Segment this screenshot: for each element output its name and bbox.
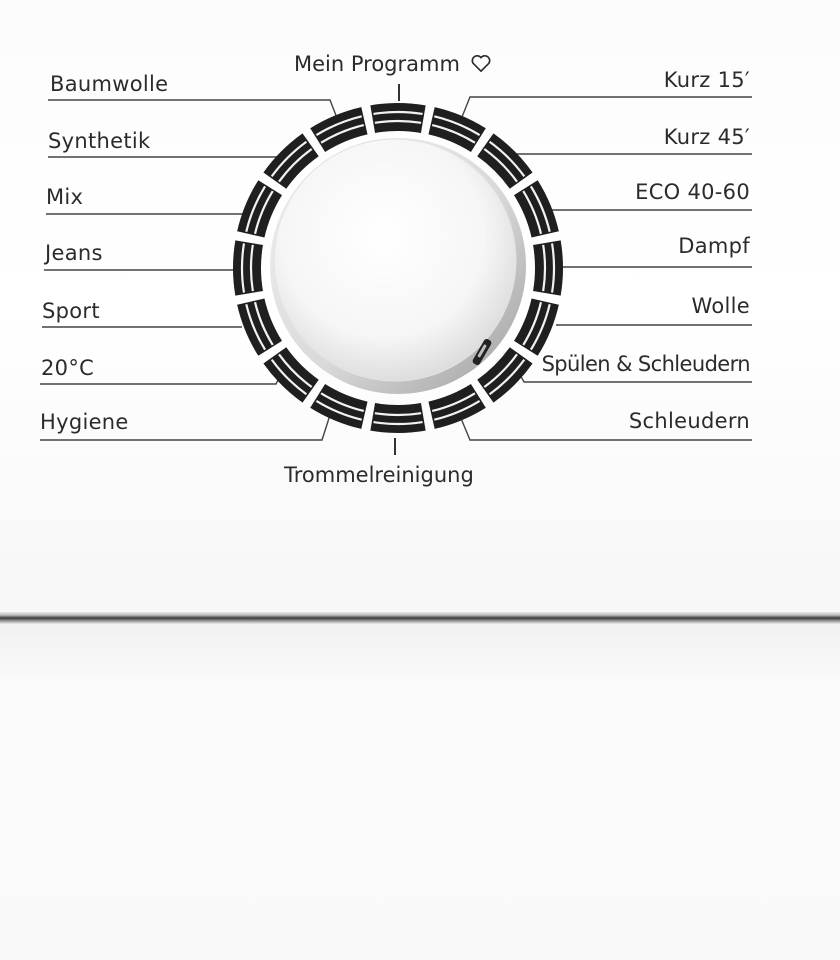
ring-segment <box>237 180 282 237</box>
ring-segment <box>514 298 559 355</box>
program-label-baumwolle: Baumwolle <box>50 72 169 96</box>
leader-line-kurz15 <box>462 97 752 117</box>
ring-segment <box>370 103 425 133</box>
program-label-jeans: Jeans <box>45 241 103 265</box>
ring-segment <box>370 403 425 433</box>
program-label-dampf: Dampf <box>678 234 750 258</box>
program-selector-knob[interactable] <box>274 139 516 381</box>
heart-outline-icon <box>470 53 492 73</box>
program-label-sport: Sport <box>42 299 100 323</box>
ring-segment <box>428 384 485 429</box>
program-label-mix: Mix <box>46 185 84 209</box>
program-label-kurz-45: Kurz 45′ <box>663 125 750 149</box>
program-label-wolle: Wolle <box>691 294 750 318</box>
program-label-synthetik: Synthetik <box>48 129 151 153</box>
leader-line-baumwolle <box>48 100 337 118</box>
mein-programm-text: Mein Programm <box>294 52 460 76</box>
mein-programm-label <box>294 52 492 76</box>
program-label-hygiene: Hygiene <box>40 410 129 434</box>
program-label-spuelen-schleudern: Spülen & Schleudern <box>541 352 750 376</box>
program-label-eco-40-60: ECO 40-60 <box>635 180 750 204</box>
ring-segment <box>310 384 367 429</box>
trommelreinigung-label: Trommelreinigung <box>284 463 474 487</box>
program-label-kurz-15: Kurz 15′ <box>663 68 750 92</box>
program-label-schleudern: Schleudern <box>628 409 750 433</box>
ring-segment <box>514 180 559 237</box>
ring-segment <box>233 240 263 295</box>
program-label-20c: 20°C <box>41 356 95 380</box>
ring-segment <box>533 240 563 295</box>
ring-segment <box>237 298 282 355</box>
